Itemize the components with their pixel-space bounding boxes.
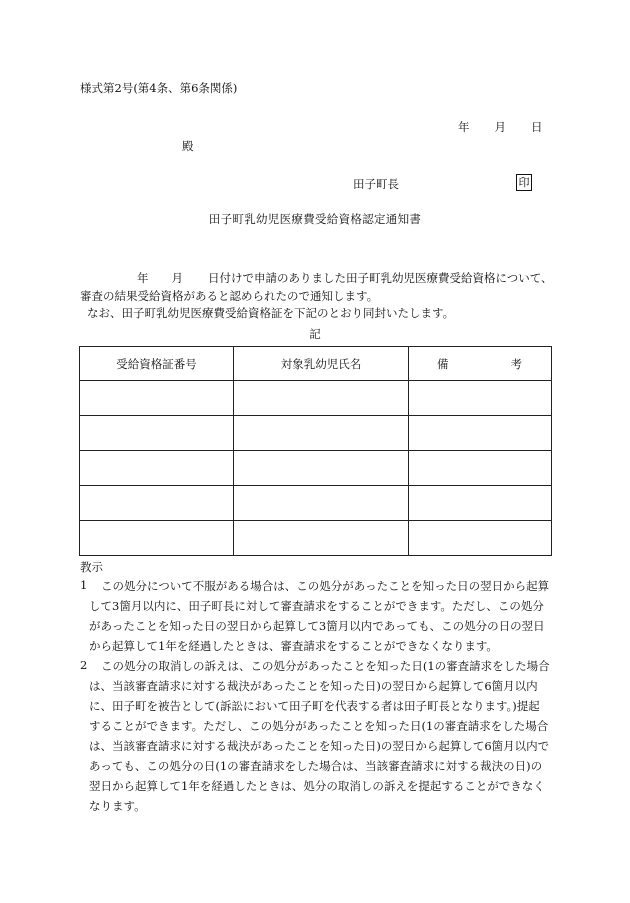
cell-child-name[interactable] bbox=[234, 521, 409, 556]
table-header-row bbox=[80, 347, 552, 381]
issuer-name: 田子町長 bbox=[353, 177, 399, 191]
table-row bbox=[80, 381, 552, 416]
item-number: 2 bbox=[80, 658, 88, 672]
cell-certificate-number[interactable] bbox=[80, 381, 234, 416]
notice-date bbox=[137, 270, 183, 286]
cell-child-name[interactable] bbox=[234, 381, 409, 416]
header-certificate-number: 受給資格証番号 bbox=[80, 347, 234, 381]
cell-child-name[interactable] bbox=[234, 416, 409, 451]
instruction-heading: 教示 bbox=[80, 560, 103, 574]
item-line: なります。 bbox=[89, 799, 146, 813]
table-row bbox=[80, 451, 552, 486]
certificate-table bbox=[79, 346, 552, 556]
notice-line-3: なお、田子町乳幼児医療費受給資格証を下記のとおり同封いたします。 bbox=[87, 306, 455, 320]
issue-date bbox=[458, 119, 543, 135]
item-line: 翌日から起算して1年を経過したときは、処分の取消しの訴えを提起することができなく bbox=[89, 779, 545, 793]
cell-certificate-number[interactable] bbox=[80, 416, 234, 451]
date-day-unit: 日 bbox=[531, 120, 543, 134]
item-line: することができます。ただし、この処分があったことを知った日(1の審査請求をした場合 bbox=[89, 719, 549, 733]
date-year-unit: 年 bbox=[458, 120, 470, 134]
cell-certificate-number[interactable] bbox=[80, 486, 234, 521]
item-line: は、当該審査請求に対する裁決があったことを知った日)の翌日から起算して6箇月以内で bbox=[89, 739, 550, 753]
item-line: この処分について不服がある場合は、この処分があったことを知った日の翌日から起算 bbox=[101, 579, 550, 593]
header-child-name: 対象乳幼児氏名 bbox=[234, 347, 409, 381]
form-number: 様式第2号(第4条、第6条関係) bbox=[80, 81, 238, 95]
header-remarks: 備 考 bbox=[409, 347, 552, 381]
document-title: 田子町乳幼児医療費受給資格認定通知書 bbox=[208, 212, 422, 226]
date-month-unit: 月 bbox=[494, 120, 506, 134]
record-mark: 記 bbox=[309, 327, 321, 341]
cell-remarks[interactable] bbox=[409, 486, 552, 521]
notice-line-2: 審査の結果受給資格があると認められたので通知します。 bbox=[80, 289, 379, 303]
item-line: あっても、この処分の日(1の審査請求をした場合は、当該審査請求に対する裁決の日)の bbox=[89, 759, 543, 773]
cell-remarks[interactable] bbox=[409, 416, 552, 451]
seal-mark: 印 bbox=[516, 174, 532, 191]
item-line: は、当該審査請求に対する裁決があったことを知った日)の翌日から起算して6箇月以内 bbox=[89, 679, 538, 693]
cell-remarks[interactable] bbox=[409, 381, 552, 416]
addressee-suffix: 殿 bbox=[182, 139, 194, 153]
notice-year-unit: 年 bbox=[137, 271, 149, 285]
cell-certificate-number[interactable] bbox=[80, 451, 234, 486]
cell-certificate-number[interactable] bbox=[80, 521, 234, 556]
item-number: 1 bbox=[80, 578, 88, 592]
cell-child-name[interactable] bbox=[234, 451, 409, 486]
notice-line-1: 日付けで申請のありました田子町乳幼児医療費受給資格について、 bbox=[208, 271, 553, 285]
table-row bbox=[80, 416, 552, 451]
item-line: があったことを知った日の翌日から起算して3箇月以内であっても、この処分の日の翌日 bbox=[89, 619, 545, 633]
cell-remarks[interactable] bbox=[409, 521, 552, 556]
cell-remarks[interactable] bbox=[409, 451, 552, 486]
table-row bbox=[80, 521, 552, 556]
cell-child-name[interactable] bbox=[234, 486, 409, 521]
notice-month-unit: 月 bbox=[171, 271, 183, 285]
item-line: から起算して1年を経過したときは、審査請求をすることができなくなります。 bbox=[89, 639, 498, 653]
item-line: に、田子町を被告として(訴訟において田子町を代表する者は田子町長となります。)提起 bbox=[89, 699, 540, 713]
item-line: この処分の取消しの訴えは、この処分があったことを知った日(1の審査請求をした場合 bbox=[101, 659, 550, 673]
table-row bbox=[80, 486, 552, 521]
item-line: して3箇月以内に、田子町長に対して審査請求をすることができます。ただし、この処分 bbox=[89, 599, 544, 613]
